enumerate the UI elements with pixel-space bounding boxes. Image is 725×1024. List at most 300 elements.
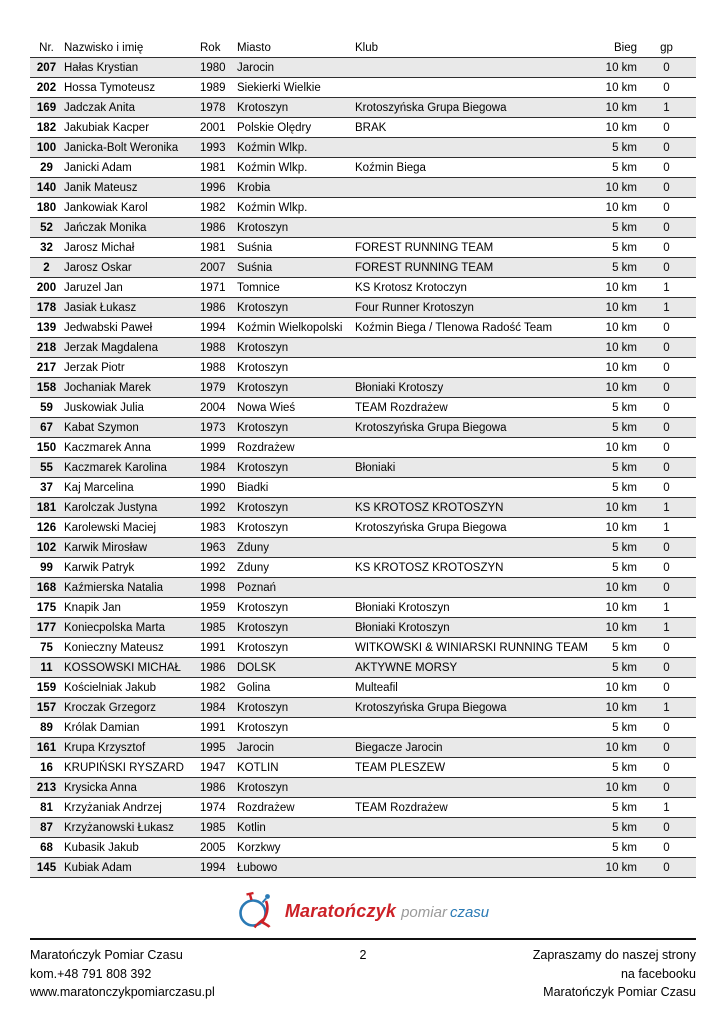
cell-nr: 140 bbox=[36, 181, 57, 194]
table-row bbox=[30, 738, 696, 758]
cell-nr: 67 bbox=[40, 421, 53, 434]
cell-name: Jerzak Magdalena bbox=[64, 341, 158, 354]
cell-name: Krzyżaniak Andrzej bbox=[64, 801, 162, 814]
cell-race: 5 km bbox=[612, 641, 637, 654]
table-row bbox=[30, 678, 696, 698]
cell-year: 1982 bbox=[200, 681, 226, 694]
cell-club: TEAM Rozdrażew bbox=[355, 801, 448, 814]
cell-race: 5 km bbox=[612, 161, 637, 174]
cell-gp: 0 bbox=[663, 421, 670, 434]
cell-year: 1998 bbox=[200, 581, 226, 594]
cell-city: Krotoszyn bbox=[237, 621, 289, 634]
cell-nr: 52 bbox=[40, 221, 53, 234]
cell-year: 1990 bbox=[200, 481, 226, 494]
cell-race: 10 km bbox=[605, 301, 637, 314]
cell-year: 2005 bbox=[200, 841, 226, 854]
cell-city: Krotoszyn bbox=[237, 361, 289, 374]
cell-nr: 207 bbox=[36, 61, 57, 74]
cell-name: Kroczak Grzegorz bbox=[64, 701, 157, 714]
cell-year: 1988 bbox=[200, 341, 226, 354]
cell-race: 10 km bbox=[605, 781, 637, 794]
cell-gp: 0 bbox=[663, 681, 670, 694]
cell-nr: 81 bbox=[40, 801, 53, 814]
cell-gp: 1 bbox=[663, 281, 670, 294]
cell-race: 5 km bbox=[612, 801, 637, 814]
table-row bbox=[30, 378, 696, 398]
cell-name: Konieczny Mateusz bbox=[64, 641, 164, 654]
cell-gp: 0 bbox=[663, 141, 670, 154]
cell-city: Jarocin bbox=[237, 741, 275, 754]
table-row bbox=[30, 438, 696, 458]
cell-name: Jochaniak Marek bbox=[64, 381, 151, 394]
cell-nr: 182 bbox=[36, 121, 57, 134]
cell-nr: 32 bbox=[40, 241, 53, 254]
cell-year: 2001 bbox=[200, 121, 226, 134]
table-row bbox=[30, 758, 696, 778]
cell-race: 10 km bbox=[605, 201, 637, 214]
cell-race: 10 km bbox=[605, 61, 637, 74]
table-row bbox=[30, 238, 696, 258]
cell-name: Karolczak Justyna bbox=[64, 501, 158, 514]
cell-year: 1971 bbox=[200, 281, 226, 294]
cell-year: 1986 bbox=[200, 301, 226, 314]
table-row bbox=[30, 158, 696, 178]
table-header-row bbox=[30, 38, 696, 58]
cell-race: 5 km bbox=[612, 421, 637, 434]
cell-gp: 0 bbox=[663, 321, 670, 334]
cell-nr: 181 bbox=[36, 501, 57, 514]
cell-race: 10 km bbox=[605, 101, 637, 114]
cell-name: Kościelniak Jakub bbox=[64, 681, 157, 694]
cell-club: BRAK bbox=[355, 121, 387, 134]
footer-company-name: Maratończyk Pomiar Czasu bbox=[30, 948, 183, 962]
cell-race: 5 km bbox=[612, 461, 637, 474]
table-body bbox=[30, 58, 696, 878]
cell-club: TEAM PLESZEW bbox=[355, 761, 446, 774]
table-row bbox=[30, 598, 696, 618]
cell-nr: 87 bbox=[40, 821, 53, 834]
cell-gp: 0 bbox=[663, 481, 670, 494]
cell-race: 10 km bbox=[605, 681, 637, 694]
cell-name: Karolewski Maciej bbox=[64, 521, 157, 534]
cell-gp: 1 bbox=[663, 801, 670, 814]
table-row bbox=[30, 638, 696, 658]
cell-nr: 159 bbox=[36, 681, 57, 694]
cell-year: 1959 bbox=[200, 601, 226, 614]
cell-club: Błoniaki bbox=[355, 461, 396, 474]
cell-name: Janicka-Bolt Weronika bbox=[64, 141, 179, 154]
cell-gp: 0 bbox=[663, 61, 670, 74]
cell-race: 5 km bbox=[612, 541, 637, 554]
cell-nr: 175 bbox=[36, 601, 57, 614]
table-row bbox=[30, 818, 696, 838]
table-row bbox=[30, 98, 696, 118]
table-row bbox=[30, 338, 696, 358]
cell-name: Koniecpolska Marta bbox=[64, 621, 165, 634]
cell-club: Koźmin Biega / Tlenowa Radość Team bbox=[355, 321, 553, 334]
cell-gp: 1 bbox=[663, 701, 670, 714]
cell-club: WITKOWSKI & WINIARSKI RUNNING TEAM bbox=[355, 641, 588, 654]
cell-race: 10 km bbox=[605, 121, 637, 134]
logo-text bbox=[285, 901, 489, 922]
cell-year: 1988 bbox=[200, 361, 226, 374]
footer-invite-line1: Zapraszamy do naszej strony bbox=[532, 948, 696, 962]
cell-city: Jarocin bbox=[237, 61, 275, 74]
cell-race: 10 km bbox=[605, 281, 637, 294]
cell-name: Jakubiak Kacper bbox=[64, 121, 150, 134]
cell-race: 5 km bbox=[612, 661, 637, 674]
page-footer bbox=[30, 938, 696, 1002]
cell-year: 1981 bbox=[200, 161, 226, 174]
cell-nr: 217 bbox=[36, 361, 57, 374]
cell-gp: 0 bbox=[663, 641, 670, 654]
cell-city: Suśnia bbox=[237, 261, 273, 274]
cell-gp: 1 bbox=[663, 601, 670, 614]
cell-year: 1981 bbox=[200, 241, 226, 254]
table-row bbox=[30, 298, 696, 318]
cell-club: Błoniaki Krotoszyn bbox=[355, 601, 450, 614]
cell-year: 1995 bbox=[200, 741, 226, 754]
cell-name: Kubiak Adam bbox=[64, 861, 132, 874]
table-row bbox=[30, 778, 696, 798]
cell-club: FOREST RUNNING TEAM bbox=[355, 241, 494, 254]
cell-name: KOSSOWSKI MICHAŁ bbox=[64, 661, 181, 674]
table-row bbox=[30, 578, 696, 598]
cell-club: KS KROTOSZ KROTOSZYN bbox=[355, 561, 504, 574]
cell-race: 10 km bbox=[605, 861, 637, 874]
cell-name: Jankowiak Karol bbox=[64, 201, 148, 214]
table-row bbox=[30, 658, 696, 678]
cell-city: Krotoszyn bbox=[237, 301, 289, 314]
cell-city: Korzkwy bbox=[237, 841, 281, 854]
cell-nr: 158 bbox=[36, 381, 57, 394]
cell-nr: 99 bbox=[40, 561, 53, 574]
cell-year: 1986 bbox=[200, 661, 226, 674]
cell-year: 2004 bbox=[200, 401, 226, 414]
cell-city: Kotlin bbox=[237, 821, 266, 834]
cell-gp: 0 bbox=[663, 841, 670, 854]
cell-club: Multeafil bbox=[355, 681, 398, 694]
cell-city: Siekierki Wielkie bbox=[237, 81, 321, 94]
cell-nr: 200 bbox=[36, 281, 57, 294]
cell-name: Kaźmierska Natalia bbox=[64, 581, 164, 594]
cell-name: Juskowiak Julia bbox=[64, 401, 144, 414]
cell-gp: 0 bbox=[663, 261, 670, 274]
cell-club: TEAM Rozdrażew bbox=[355, 401, 448, 414]
cell-race: 10 km bbox=[605, 621, 637, 634]
cell-gp: 0 bbox=[663, 441, 670, 454]
cell-city: Krotoszyn bbox=[237, 641, 289, 654]
cell-race: 10 km bbox=[605, 361, 637, 374]
table-row bbox=[30, 358, 696, 378]
cell-city: KOTLIN bbox=[237, 761, 279, 774]
cell-race: 5 km bbox=[612, 761, 637, 774]
cell-name: Kaczmarek Anna bbox=[64, 441, 151, 454]
cell-year: 1992 bbox=[200, 501, 226, 514]
footer-website: www.maratonczykpomiarczasu.pl bbox=[30, 985, 215, 999]
cell-year: 1989 bbox=[200, 81, 226, 94]
cell-nr: 37 bbox=[40, 481, 53, 494]
cell-city: Łubowo bbox=[237, 861, 278, 874]
cell-race: 10 km bbox=[605, 501, 637, 514]
table-row bbox=[30, 78, 696, 98]
cell-race: 5 km bbox=[612, 841, 637, 854]
cell-city: Koźmin Wlkp. bbox=[237, 161, 308, 174]
cell-year: 1963 bbox=[200, 541, 226, 554]
cell-nr: 161 bbox=[36, 741, 57, 754]
cell-city: Krotoszyn bbox=[237, 601, 289, 614]
cell-name: Janik Mateusz bbox=[64, 181, 138, 194]
table-row bbox=[30, 118, 696, 138]
cell-year: 1994 bbox=[200, 321, 226, 334]
cell-name: Jedwabski Paweł bbox=[64, 321, 153, 334]
cell-name: Kubasik Jakub bbox=[64, 841, 139, 854]
table-row bbox=[30, 318, 696, 338]
cell-name: Jerzak Piotr bbox=[64, 361, 125, 374]
table-row bbox=[30, 798, 696, 818]
table-row bbox=[30, 58, 696, 78]
logo bbox=[0, 888, 725, 934]
cell-club: Błoniaki Krotoszyn bbox=[355, 621, 450, 634]
cell-nr: 177 bbox=[36, 621, 57, 634]
cell-city: Rozdrażew bbox=[237, 441, 295, 454]
cell-club: Błoniaki Krotoszy bbox=[355, 381, 444, 394]
cell-nr: 89 bbox=[40, 721, 53, 734]
cell-nr: 202 bbox=[36, 81, 57, 94]
cell-club: Krotoszyńska Grupa Biegowa bbox=[355, 421, 507, 434]
cell-nr: 180 bbox=[36, 201, 57, 214]
footer-phone: kom.+48 791 808 392 bbox=[30, 966, 152, 981]
cell-city: Krotoszyn bbox=[237, 341, 289, 354]
cell-city: Poznań bbox=[237, 581, 277, 594]
cell-year: 1979 bbox=[200, 381, 226, 394]
cell-race: 10 km bbox=[605, 181, 637, 194]
table-row bbox=[30, 518, 696, 538]
cell-name: Jańczak Monika bbox=[64, 221, 147, 234]
cell-name: Krysicka Anna bbox=[64, 781, 137, 794]
table-row bbox=[30, 858, 696, 878]
cell-year: 1983 bbox=[200, 521, 226, 534]
cell-year: 1999 bbox=[200, 441, 226, 454]
cell-race: 10 km bbox=[605, 81, 637, 94]
table-row bbox=[30, 558, 696, 578]
stopwatch-runner-icon bbox=[236, 888, 278, 935]
cell-city: Golina bbox=[237, 681, 271, 694]
cell-gp: 0 bbox=[663, 81, 670, 94]
cell-race: 5 km bbox=[612, 481, 637, 494]
table-row bbox=[30, 478, 696, 498]
cell-gp: 1 bbox=[663, 101, 670, 114]
cell-club: Krotoszyńska Grupa Biegowa bbox=[355, 701, 507, 714]
logo-brand: Maratończyk bbox=[284, 900, 397, 921]
cell-city: Krotoszyn bbox=[237, 221, 289, 234]
cell-nr: 157 bbox=[36, 701, 57, 714]
cell-nr: 29 bbox=[40, 161, 53, 174]
cell-gp: 0 bbox=[663, 781, 670, 794]
cell-city: Nowa Wieś bbox=[237, 401, 296, 414]
column-header-gp: gp bbox=[660, 41, 673, 54]
cell-year: 1984 bbox=[200, 461, 226, 474]
cell-race: 10 km bbox=[605, 381, 637, 394]
cell-race: 5 km bbox=[612, 261, 637, 274]
cell-club: AKTYWNE MORSY bbox=[355, 661, 458, 674]
cell-city: Krotoszyn bbox=[237, 381, 289, 394]
column-header-year: Rok bbox=[200, 41, 221, 54]
table-row bbox=[30, 258, 696, 278]
cell-club: Krotoszyńska Grupa Biegowa bbox=[355, 521, 507, 534]
table-row bbox=[30, 418, 696, 438]
cell-year: 1992 bbox=[200, 561, 226, 574]
cell-nr: 55 bbox=[40, 461, 53, 474]
cell-year: 1978 bbox=[200, 101, 226, 114]
table-row bbox=[30, 538, 696, 558]
cell-year: 1986 bbox=[200, 221, 226, 234]
cell-nr: 169 bbox=[36, 101, 57, 114]
cell-race: 5 km bbox=[612, 401, 637, 414]
column-header-city: Miasto bbox=[237, 41, 271, 54]
cell-gp: 1 bbox=[663, 521, 670, 534]
cell-nr: 139 bbox=[36, 321, 57, 334]
cell-club: FOREST RUNNING TEAM bbox=[355, 261, 494, 274]
cell-club: Biegacze Jarocin bbox=[355, 741, 443, 754]
cell-nr: 100 bbox=[36, 141, 57, 154]
cell-nr: 11 bbox=[40, 661, 53, 674]
cell-city: Koźmin Wlkp. bbox=[237, 201, 308, 214]
cell-race: 10 km bbox=[605, 741, 637, 754]
cell-year: 1994 bbox=[200, 861, 226, 874]
logo-word-pomiar: pomiar bbox=[401, 903, 447, 921]
table-row bbox=[30, 278, 696, 298]
table-row bbox=[30, 458, 696, 478]
cell-city: Tomnice bbox=[237, 281, 280, 294]
cell-city: Koźmin Wielkopolski bbox=[237, 321, 343, 334]
cell-club: KS KROTOSZ KROTOSZYN bbox=[355, 501, 504, 514]
cell-name: Jarosz Michał bbox=[64, 241, 135, 254]
cell-year: 1991 bbox=[200, 641, 226, 654]
cell-race: 5 km bbox=[612, 221, 637, 234]
cell-nr: 178 bbox=[36, 301, 57, 314]
cell-city: Rozdrażew bbox=[237, 801, 295, 814]
cell-nr: 2 bbox=[43, 261, 50, 274]
cell-city: Krotoszyn bbox=[237, 501, 289, 514]
cell-gp: 0 bbox=[663, 181, 670, 194]
cell-city: Krotoszyn bbox=[237, 721, 289, 734]
table-row bbox=[30, 838, 696, 858]
cell-race: 10 km bbox=[605, 601, 637, 614]
cell-gp: 1 bbox=[663, 621, 670, 634]
cell-nr: 168 bbox=[36, 581, 57, 594]
cell-name: Karwik Patryk bbox=[64, 561, 135, 574]
cell-nr: 145 bbox=[36, 861, 57, 874]
cell-gp: 0 bbox=[663, 461, 670, 474]
logo-word-czasu: czasu bbox=[449, 903, 490, 921]
cell-name: Hałas Krystian bbox=[64, 61, 139, 74]
cell-gp: 0 bbox=[663, 661, 670, 674]
cell-race: 10 km bbox=[605, 441, 637, 454]
cell-city: Suśnia bbox=[237, 241, 273, 254]
cell-year: 1947 bbox=[200, 761, 226, 774]
cell-city: Krotoszyn bbox=[237, 521, 289, 534]
cell-name: Królak Damian bbox=[64, 721, 140, 734]
cell-gp: 0 bbox=[663, 221, 670, 234]
cell-gp: 0 bbox=[663, 341, 670, 354]
cell-city: DOLSK bbox=[237, 661, 276, 674]
cell-club: Four Runner Krotoszyn bbox=[355, 301, 474, 314]
cell-name: KRUPIŃSKI RYSZARD bbox=[64, 761, 184, 774]
cell-name: Kabat Szymon bbox=[64, 421, 139, 434]
column-header-club: Klub bbox=[355, 41, 379, 54]
cell-gp: 0 bbox=[663, 581, 670, 594]
cell-gp: 0 bbox=[663, 241, 670, 254]
cell-name: Kaj Marcelina bbox=[64, 481, 134, 494]
cell-gp: 1 bbox=[663, 301, 670, 314]
cell-gp: 0 bbox=[663, 201, 670, 214]
cell-gp: 0 bbox=[663, 821, 670, 834]
column-header-nr: Nr. bbox=[39, 41, 54, 54]
cell-name: Jarosz Oskar bbox=[64, 261, 132, 274]
cell-race: 10 km bbox=[605, 701, 637, 714]
cell-city: Koźmin Wlkp. bbox=[237, 141, 308, 154]
table-row bbox=[30, 178, 696, 198]
cell-year: 1993 bbox=[200, 141, 226, 154]
cell-year: 1974 bbox=[200, 801, 226, 814]
cell-gp: 1 bbox=[663, 501, 670, 514]
cell-year: 1985 bbox=[200, 621, 226, 634]
cell-gp: 0 bbox=[663, 381, 670, 394]
cell-name: Krzyżanowski Łukasz bbox=[64, 821, 174, 834]
cell-year: 1991 bbox=[200, 721, 226, 734]
cell-year: 1973 bbox=[200, 421, 226, 434]
cell-city: Krotoszyn bbox=[237, 781, 289, 794]
cell-year: 1986 bbox=[200, 781, 226, 794]
column-header-race: Bieg bbox=[613, 41, 637, 54]
cell-city: Krotoszyn bbox=[237, 421, 289, 434]
cell-gp: 0 bbox=[663, 361, 670, 374]
cell-year: 1996 bbox=[200, 181, 226, 194]
cell-name: Knapik Jan bbox=[64, 601, 121, 614]
cell-nr: 102 bbox=[36, 541, 57, 554]
cell-year: 1980 bbox=[200, 61, 226, 74]
cell-race: 5 km bbox=[612, 561, 637, 574]
cell-nr: 150 bbox=[36, 441, 57, 454]
cell-gp: 0 bbox=[663, 161, 670, 174]
footer-invite-line3: Maratończyk Pomiar Czasu bbox=[543, 985, 696, 999]
cell-name: Krupa Krzysztof bbox=[64, 741, 146, 754]
cell-gp: 0 bbox=[663, 541, 670, 554]
cell-gp: 0 bbox=[663, 741, 670, 754]
cell-race: 5 km bbox=[612, 141, 637, 154]
cell-gp: 0 bbox=[663, 121, 670, 134]
cell-city: Zduny bbox=[237, 561, 269, 574]
cell-name: Jasiak Łukasz bbox=[64, 301, 137, 314]
results-table bbox=[30, 38, 696, 878]
cell-gp: 0 bbox=[663, 401, 670, 414]
cell-nr: 68 bbox=[40, 841, 53, 854]
table-row bbox=[30, 698, 696, 718]
cell-name: Karwik Mirosław bbox=[64, 541, 148, 554]
table-row bbox=[30, 718, 696, 738]
cell-race: 5 km bbox=[612, 241, 637, 254]
cell-race: 10 km bbox=[605, 321, 637, 334]
page-number: 2 bbox=[359, 948, 367, 962]
cell-nr: 213 bbox=[36, 781, 57, 794]
table-row bbox=[30, 138, 696, 158]
cell-race: 10 km bbox=[605, 521, 637, 534]
cell-year: 1985 bbox=[200, 821, 226, 834]
cell-city: Biadki bbox=[237, 481, 269, 494]
cell-race: 10 km bbox=[605, 581, 637, 594]
cell-nr: 16 bbox=[40, 761, 53, 774]
